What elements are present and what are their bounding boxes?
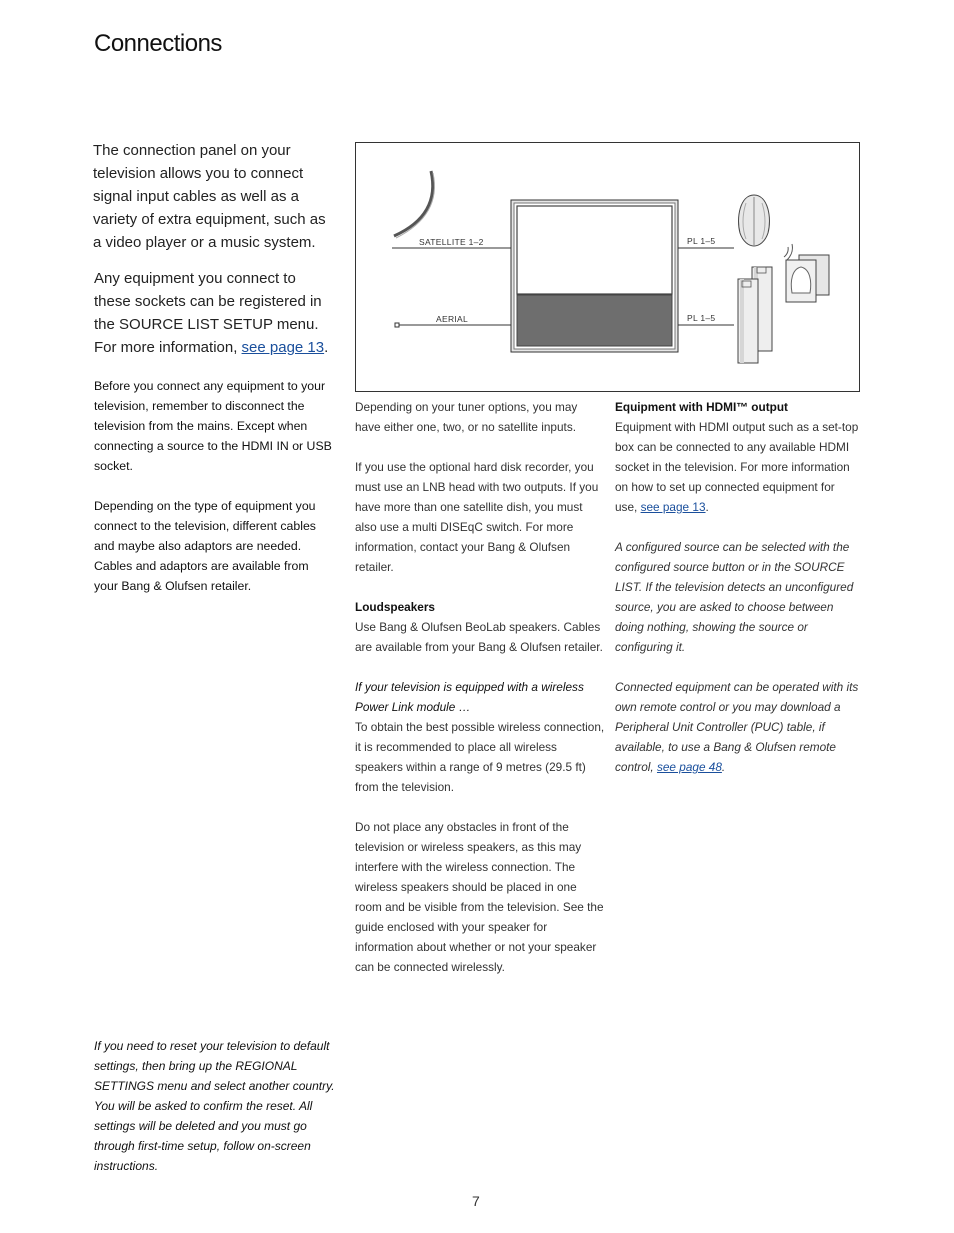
wireless-section xyxy=(355,677,605,797)
tuner-paragraph: Depending on your tuner options, you may have either one, two, or no satellite inputs. xyxy=(355,400,578,434)
wireless-signal-icon xyxy=(784,244,792,260)
pl-bottom-label: PL 1–5 xyxy=(687,313,716,323)
warning-paragraph: Before you connect any equipment to your television, remember to disconnect the television from the mains. Except when connecting a source to the HDMI IN or USB socket. xyxy=(94,379,332,473)
loudspeakers-heading: Loudspeakers xyxy=(355,600,435,614)
satellite-dish-icon xyxy=(394,171,433,236)
wireless-heading: If your television is equipped with a wireless Power Link module … xyxy=(355,680,584,714)
hdmi-text: Equipment with HDMI output such as a set-top box can be connected to any available HDMI socket in the television. For more information on how to set up connected equipment for use, xyxy=(615,420,859,514)
intro-paragraph: The connection panel on your television allows you to connect signal input cables as well as a variety of extra equipment, such as a video player or a music system. xyxy=(93,142,326,251)
hdmi-heading: Equipment with HDMI™ output xyxy=(615,400,788,414)
puc-paragraph xyxy=(615,677,859,777)
obstacles-paragraph: Do not place any obstacles in front of the television or wireless speakers, as this may interfere with the wireless connection. The wireless speakers should be placed in one room and be visible from the television. See the guide enclosed with your speaker for information about whether or not your speaker can be connected wirelessly. xyxy=(355,820,604,974)
connection-diagram xyxy=(355,142,860,392)
aerial-label: AERIAL xyxy=(436,314,469,324)
wireless-text: To obtain the best possible wireless connection, it is recommended to place all wireless speakers within a range of 9 metres (29.5 ft) from the television. xyxy=(355,720,605,794)
television-icon xyxy=(511,200,678,352)
register-text: Any equipment you connect to these sockets can be registered in the SOURCE LIST SETUP menu. For more information, xyxy=(94,270,322,356)
reset-note: If you need to reset your television to default settings, then bring up the REGIONAL SETTINGS menu and select another country. You will be asked to confirm the reset. All settings will be deleted and you must go through first-time setup, follow on-screen instructions. xyxy=(94,1039,335,1173)
see-page-13-link[interactable]: see page 13 xyxy=(241,339,325,356)
loudspeakers-text: Use Bang & Olufsen BeoLab speakers. Cables are available from your Bang & Olufsen retailer. xyxy=(355,620,603,654)
pl-top-label: PL 1–5 xyxy=(687,236,716,246)
puc-text: Connected equipment can be operated with its own remote control or you may download a Peripheral Unit Controller (PUC) table, if available, to use a Bang & Olufsen remote control, xyxy=(615,680,859,774)
see-page-48-link[interactable]: see page 48 xyxy=(656,760,722,774)
hdmi-see-page-13-link[interactable]: see page 13 xyxy=(640,500,706,514)
cables-paragraph: Depending on the type of equipment you connect to the television, different cables and maybe also adaptors are needed. Cables and adaptors are available from your Bang & Olufsen retailer. xyxy=(94,499,316,593)
register-end: . xyxy=(324,339,329,356)
page-number: 7 xyxy=(472,1193,480,1209)
hdd-paragraph: If you use the optional hard disk recorder, you must use an LNB head with two outputs. If you have more than one satellite dish, you must also use a multi DISEqC switch. For more information, contact your Bang & Olufsen retailer. xyxy=(355,460,599,574)
register-paragraph xyxy=(94,267,334,359)
hdmi-section xyxy=(615,397,859,517)
loudspeakers-section xyxy=(355,597,605,657)
speaker-tall-icon xyxy=(738,267,772,363)
speaker-egg-icon xyxy=(739,195,770,246)
hdmi-end: . xyxy=(705,500,709,514)
puc-end: . xyxy=(721,760,726,774)
middle-column xyxy=(355,397,605,997)
page-title: Connections xyxy=(94,30,222,57)
right-column xyxy=(615,397,859,797)
wireless-speaker-icon xyxy=(786,255,829,302)
satellite-label: SATELLITE 1–2 xyxy=(419,237,484,247)
aerial-plug-icon xyxy=(395,323,399,327)
configured-paragraph: A configured source can be selected with the configured source button or in the SOURCE LIST. If the television detects an unconfigured source, you are asked to choose between doing nothing, showing the source or configuring it. xyxy=(615,540,854,654)
